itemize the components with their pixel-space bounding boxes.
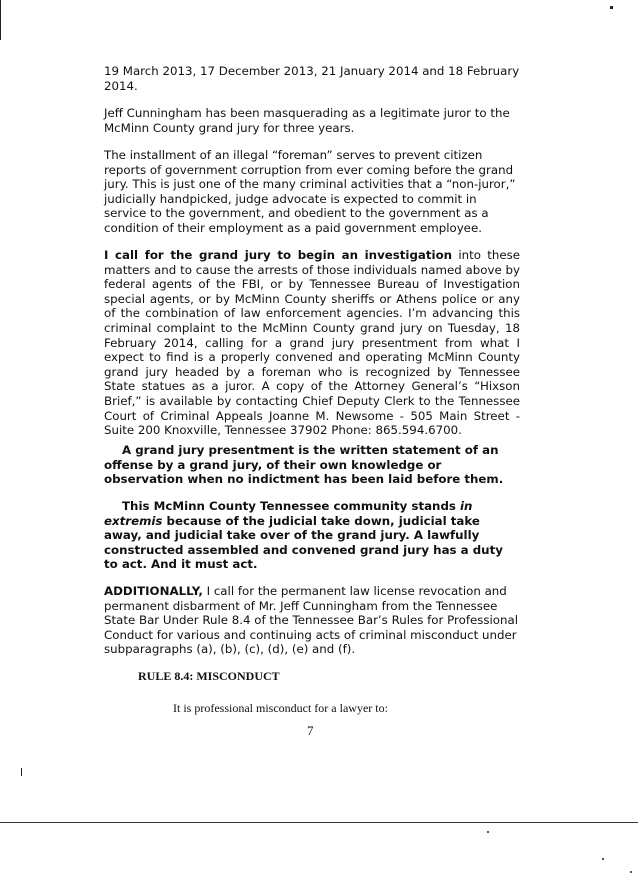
scan-speck (487, 831, 489, 833)
scan-edge-mark (0, 0, 1, 40)
rule-heading: RULE 8.4: MISCONDUCT (138, 669, 280, 683)
paragraph-call-investigation (104, 248, 520, 438)
rule-subline: It is professional misconduct for a lawyer to: (173, 701, 388, 715)
scan-margin-mark (21, 768, 22, 776)
scan-speck (610, 6, 613, 9)
call-investigation-body: into these matters and to cause the arrests of those individuals named above by federal agents of the FBI, or by Tennessee Bureau of Investigation special agents, or by McMinn County sheriffs or Athens police or any of the combination of law enforcement agencies. I’m advancing this criminal complaint to the McMinn County grand jury on Tuesday, 18 February 2014, calling for a grand jury presentment from what I expect to find is a properly convened and operating McMinn County grand jury headed by a foreman who is recognized by Tennessee State statues as a juror. A copy of the Attorney General’s “Hixson Brief,” is available by contacting Chief Deputy Clerk to the Tennessee Court of Criminal Appeals Joanne M. Newsome - 505 Main Street - Suite 200 Knoxville, Tennessee 37902 Phone: 865.594.6700. (104, 248, 520, 438)
paragraph-presentment-definition: A grand jury presentment is the written statement of an offense by a grand jury, of their own knowledge or observation when no indictment has been laid before them. (104, 443, 504, 487)
in-extremis-italic: in extremis (104, 499, 473, 528)
in-extremis-part-b: because of the judicial take down, judicial take away, and judicial take over of the grand jury. A lawfully constructed assembled and convened grand jury has a duty to act. And it must act. (104, 513, 503, 572)
call-investigation-lead: I call for the grand jury to begin an investigation (104, 248, 453, 262)
paragraph-in-extremis (104, 499, 520, 572)
additionally-lead: ADDITIONALLY, (104, 584, 203, 598)
scan-bottom-line (0, 822, 638, 823)
scan-speck (602, 858, 604, 860)
paragraph-additionally (104, 584, 520, 657)
in-extremis-part-a: This McMinn County Tennessee community stands (122, 499, 461, 513)
page-number: 7 (307, 723, 314, 738)
scan-speck (630, 871, 632, 873)
paragraph-illegal-foreman: The installment of an illegal “foreman” serves to prevent citizen reports of government corruption from ever coming before the grand jury. This is just one of the many criminal activities that a “non-juror,” judicially handpicked, judge advocate is expected to commit in service to the government, and obedient to the government as a condition of their employment as a paid government employee. (104, 148, 516, 235)
additionally-body: I call for the permanent law license revocation and permanent disbarment of Mr. Jeff Cunningham from the Tennessee State Bar Under Rule 8.4 of the Tennessee Bar’s Rules for Professional Conduct for various and continuing acts of criminal misconduct under subparagraphs (a), (b), (c), (d), (e) and (f). (104, 584, 519, 657)
paragraph-dates: 19 March 2013, 17 December 2013, 21 January 2014 and 18 February 2014. (104, 64, 520, 93)
paragraph-masquerading: Jeff Cunningham has been masquerading as a legitimate juror to the McMinn County grand jury for three years. (104, 106, 510, 135)
